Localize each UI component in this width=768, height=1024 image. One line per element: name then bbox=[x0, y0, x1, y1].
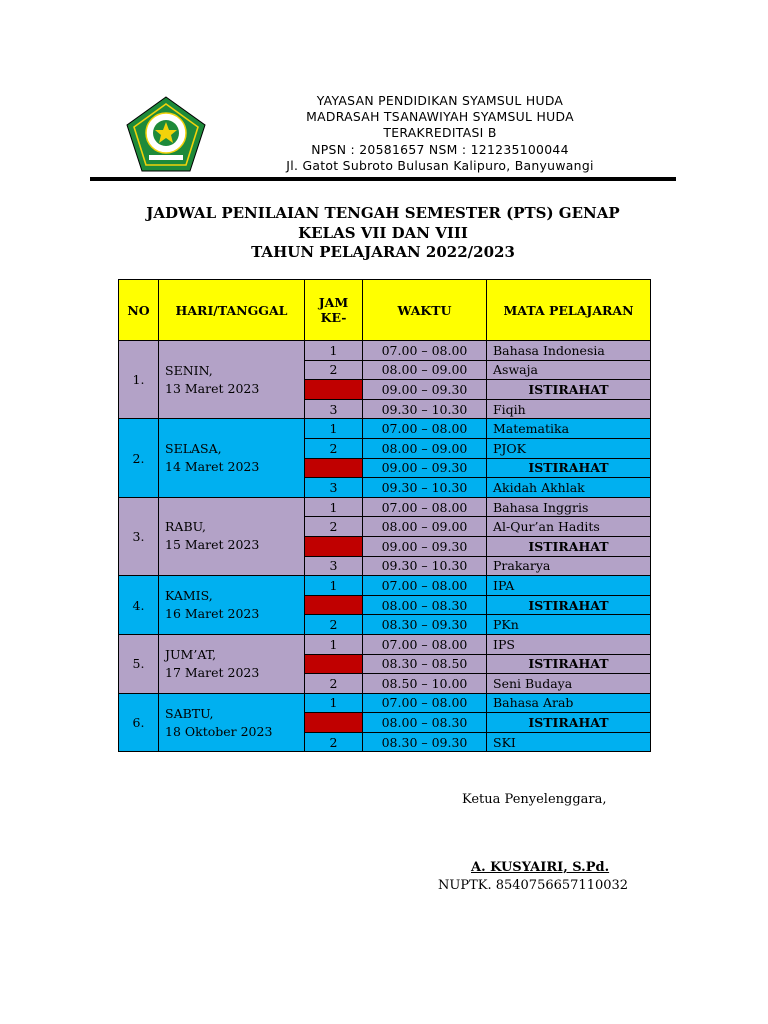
jam-cell: 2 bbox=[305, 438, 363, 458]
subject-cell: Bahasa Inggris bbox=[487, 497, 651, 517]
subject-cell: IPS bbox=[487, 634, 651, 654]
break-marker bbox=[305, 595, 363, 615]
table-row bbox=[119, 693, 651, 713]
jam-cell: 1 bbox=[305, 341, 363, 361]
day-name: RABU, bbox=[165, 519, 206, 535]
break-marker bbox=[305, 458, 363, 478]
jam-cell: 1 bbox=[305, 497, 363, 517]
title-line-2: KELAS VII DAN VIII bbox=[298, 223, 468, 242]
table-row bbox=[119, 341, 651, 361]
jam-cell: 1 bbox=[305, 693, 363, 713]
letterhead-divider bbox=[90, 177, 676, 181]
accreditation: TERAKREDITASI B bbox=[383, 125, 497, 141]
break-label: ISTIRAHAT bbox=[487, 654, 651, 674]
header-waktu: WAKTU bbox=[363, 280, 487, 341]
break-label: ISTIRAHAT bbox=[487, 595, 651, 615]
jam-cell: 1 bbox=[305, 419, 363, 439]
title-line-1: JADWAL PENILAIAN TENGAH SEMESTER (PTS) GENAP bbox=[146, 204, 620, 222]
schedule-table bbox=[118, 279, 651, 752]
break-marker bbox=[305, 654, 363, 674]
day-number: 1. bbox=[119, 341, 159, 419]
subject-cell: Matematika bbox=[487, 419, 651, 439]
break-label: ISTIRAHAT bbox=[487, 380, 651, 400]
table-header-row bbox=[119, 280, 651, 341]
time-cell: 08.30 – 09.30 bbox=[363, 615, 487, 635]
day-number: 2. bbox=[119, 419, 159, 497]
time-cell: 08.00 – 08.30 bbox=[363, 713, 487, 733]
subject-cell: SKI bbox=[487, 732, 651, 752]
header-jam bbox=[305, 280, 363, 341]
subject-cell: Fiqih bbox=[487, 399, 651, 419]
break-label: ISTIRAHAT bbox=[487, 458, 651, 478]
subject-cell: Prakarya bbox=[487, 556, 651, 576]
jam-cell: 2 bbox=[305, 517, 363, 537]
registration-numbers: NPSN : 20581657 NSM : 121235100044 bbox=[311, 141, 569, 157]
jam-cell: 2 bbox=[305, 674, 363, 694]
subject-cell: PKn bbox=[487, 615, 651, 635]
break-label: ISTIRAHAT bbox=[487, 536, 651, 556]
day-number: 3. bbox=[119, 497, 159, 575]
day-name: JUM’AT, bbox=[165, 646, 217, 662]
jam-cell: 3 bbox=[305, 478, 363, 498]
break-marker bbox=[305, 380, 363, 400]
day-name: SELASA, bbox=[165, 441, 222, 457]
time-cell: 07.00 – 08.00 bbox=[363, 634, 487, 654]
day-date bbox=[159, 341, 305, 419]
time-cell: 08.50 – 10.00 bbox=[363, 674, 487, 694]
subject-cell: Akidah Akhlak bbox=[487, 478, 651, 498]
jam-cell: 2 bbox=[305, 732, 363, 752]
date-text: 15 Maret 2023 bbox=[165, 537, 260, 553]
madrasah-logo bbox=[125, 95, 207, 173]
break-marker bbox=[305, 536, 363, 556]
day-date bbox=[159, 634, 305, 693]
time-cell: 08.00 – 09.00 bbox=[363, 517, 487, 537]
table-row bbox=[119, 497, 651, 517]
date-text: 17 Maret 2023 bbox=[165, 664, 260, 680]
day-name: SENIN, bbox=[165, 362, 213, 378]
header-no: NO bbox=[119, 280, 159, 341]
subject-cell: PJOK bbox=[487, 438, 651, 458]
foundation-name: YAYASAN PENDIDIKAN SYAMSUL HUDA bbox=[316, 93, 564, 108]
day-number: 6. bbox=[119, 693, 159, 752]
jam-cell: 3 bbox=[305, 399, 363, 419]
school-name: MADRASAH TSANAWIYAH SYAMSUL HUDA bbox=[306, 109, 574, 125]
schedule-body bbox=[119, 341, 651, 752]
header-jam-line1: JAM bbox=[318, 295, 349, 310]
table-row bbox=[119, 419, 651, 439]
subject-cell: Seni Budaya bbox=[487, 674, 651, 694]
subject-cell: Bahasa Arab bbox=[487, 693, 651, 713]
time-cell: 08.30 – 08.50 bbox=[363, 654, 487, 674]
time-cell: 08.30 – 09.30 bbox=[363, 732, 487, 752]
header-jam-line2: KE- bbox=[320, 310, 347, 325]
day-name: KAMIS, bbox=[165, 588, 213, 604]
signature-name: A. KUSYAIRI, S.Pd. bbox=[471, 860, 610, 875]
day-date bbox=[159, 497, 305, 575]
subject-cell: Al-Qur’an Hadits bbox=[487, 517, 651, 537]
day-name: SABTU, bbox=[165, 705, 214, 721]
date-text: 14 Maret 2023 bbox=[165, 459, 260, 475]
time-cell: 09.30 – 10.30 bbox=[363, 399, 487, 419]
header-mapel: MATA PELAJARAN bbox=[487, 280, 651, 341]
date-text: 18 Oktober 2023 bbox=[165, 723, 273, 739]
time-cell: 09.00 – 09.30 bbox=[363, 458, 487, 478]
time-cell: 09.30 – 10.30 bbox=[363, 556, 487, 576]
day-date bbox=[159, 419, 305, 497]
date-text: 16 Maret 2023 bbox=[165, 606, 260, 622]
table-row bbox=[119, 576, 651, 596]
day-date bbox=[159, 693, 305, 752]
time-cell: 09.30 – 10.30 bbox=[363, 478, 487, 498]
jam-cell: 1 bbox=[305, 634, 363, 654]
time-cell: 09.00 – 09.30 bbox=[363, 536, 487, 556]
subject-cell: Aswaja bbox=[487, 360, 651, 380]
time-cell: 07.00 – 08.00 bbox=[363, 576, 487, 596]
subject-cell: Bahasa Indonesia bbox=[487, 341, 651, 361]
document-title bbox=[90, 204, 676, 263]
letterhead bbox=[250, 93, 630, 174]
day-number: 4. bbox=[119, 576, 159, 635]
date-text: 13 Maret 2023 bbox=[165, 380, 260, 396]
jam-cell: 2 bbox=[305, 360, 363, 380]
time-cell: 08.00 – 09.00 bbox=[363, 438, 487, 458]
time-cell: 07.00 – 08.00 bbox=[363, 341, 487, 361]
table-row bbox=[119, 634, 651, 654]
break-label: ISTIRAHAT bbox=[487, 713, 651, 733]
time-cell: 07.00 – 08.00 bbox=[363, 497, 487, 517]
time-cell: 07.00 – 08.00 bbox=[363, 419, 487, 439]
signature-id: NUPTK. 8540756657110032 bbox=[438, 878, 629, 893]
break-marker bbox=[305, 713, 363, 733]
jam-cell: 3 bbox=[305, 556, 363, 576]
subject-cell: IPA bbox=[487, 576, 651, 596]
day-number: 5. bbox=[119, 634, 159, 693]
school-address: Jl. Gatot Subroto Bulusan Kalipuro, Banyuwangi bbox=[286, 157, 594, 173]
signature-role: Ketua Penyelenggara, bbox=[462, 792, 607, 807]
jam-cell: 2 bbox=[305, 615, 363, 635]
day-date bbox=[159, 576, 305, 635]
time-cell: 07.00 – 08.00 bbox=[363, 693, 487, 713]
header-day: HARI/TANGGAL bbox=[159, 280, 305, 341]
title-line-3: TAHUN PELAJARAN 2022/2023 bbox=[251, 243, 515, 261]
jam-cell: 1 bbox=[305, 576, 363, 596]
time-cell: 09.00 – 09.30 bbox=[363, 380, 487, 400]
time-cell: 08.00 – 08.30 bbox=[363, 595, 487, 615]
time-cell: 08.00 – 09.00 bbox=[363, 360, 487, 380]
